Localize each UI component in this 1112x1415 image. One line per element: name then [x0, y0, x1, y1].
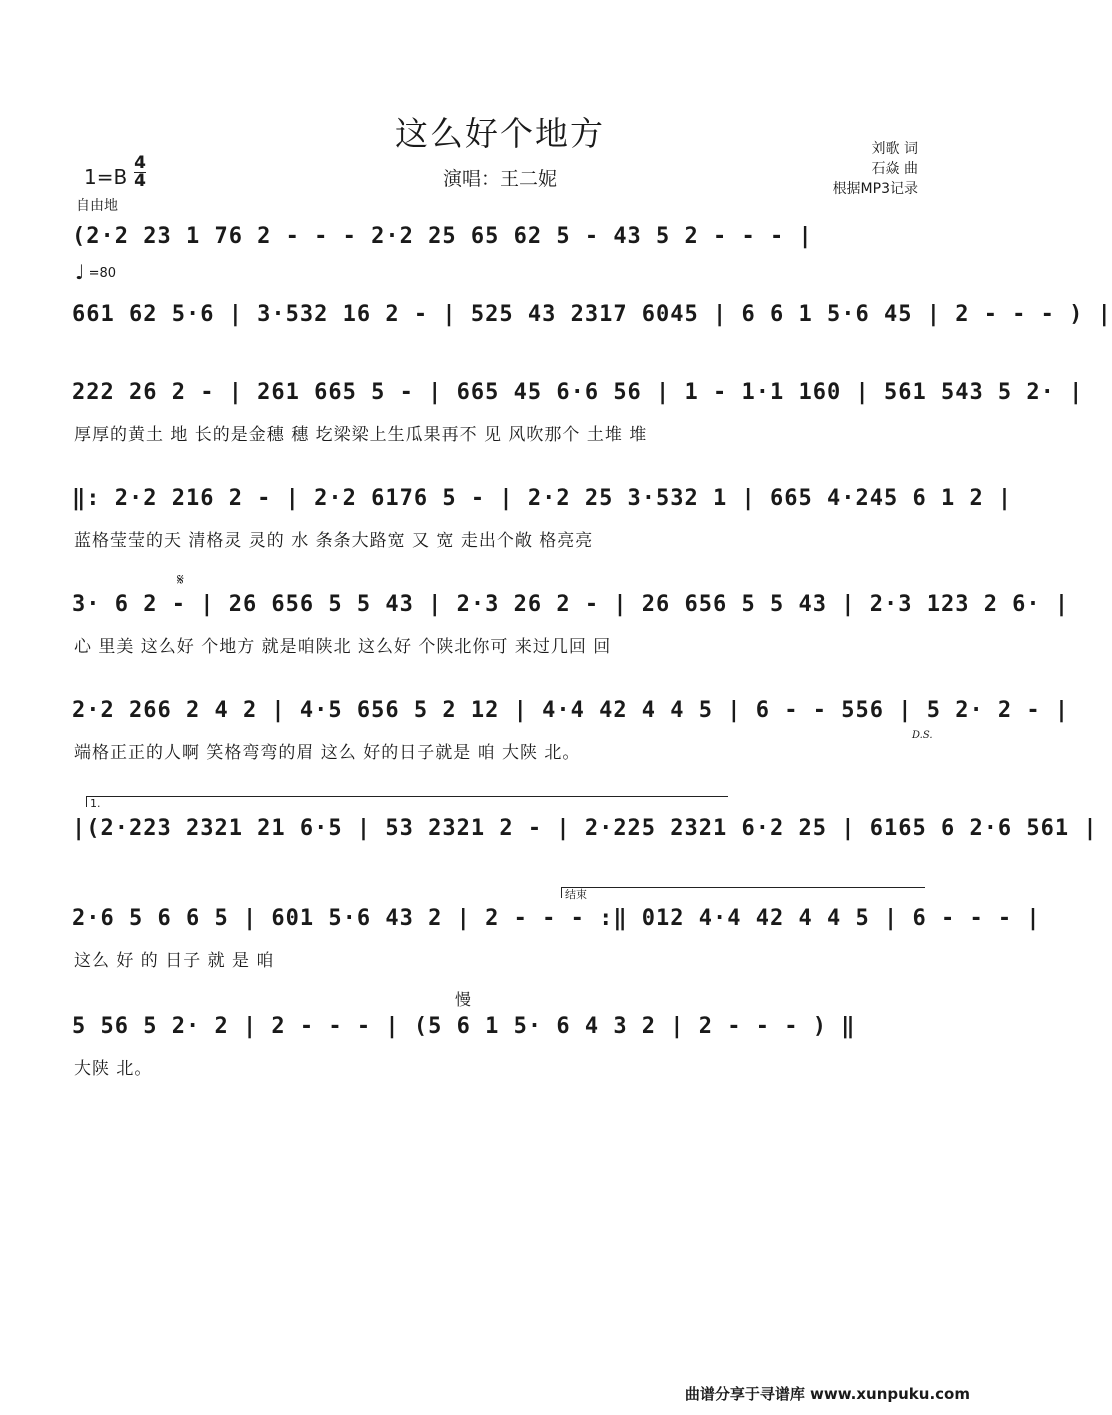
lyric-line-5: 心 里美 这么好 个地方 就是咱陕北 这么好 个陕北你可 来过几回 回 [74, 637, 612, 657]
quarter-note-icon: ♩ [75, 260, 85, 284]
tempo-label: 自由地 [76, 198, 118, 214]
lyric-line-4: 蓝格莹莹的天 清格灵 灵的 水 条条大路宽 又 宽 走出个敞 格亮亮 [74, 531, 594, 551]
staff-line-5: 3· 6 2 - | 26 656 5 5 43 | 2·3 26 2 - | 26 656 5 5 43 | 2·3 123 2 6· | [72, 592, 1070, 617]
time-signature-top: 4 [134, 153, 146, 173]
lyric-line-6: 端格正正的人啊 笑格弯弯的眉 这么 好的日子就是 咱 大陕 北。 [74, 743, 581, 763]
time-signature [134, 155, 146, 190]
first-ending-bracket: 1. [86, 796, 728, 807]
staff-line-4: ‖: 2·2 216 2 - | 2·2 6176 5 - | 2·2 25 3·532 1 | 665 4·245 6 1 2 | [72, 486, 1013, 511]
key-signature: 1=B [84, 165, 128, 189]
staff-line-9: 5 56 5 2· 2 | 2 - - - | (5 6 1 5· 6 4 3 2 | 2 - - - ) ‖ [72, 1014, 856, 1039]
footer-credit: 曲谱分享于寻谱库 www.xunpuku.com [684, 1385, 970, 1403]
staff-line-8: 2·6 5 6 6 5 | 601 5·6 43 2 | 2 - - - :‖ 012 4·4 42 4 4 5 | 6 - - - | [72, 906, 1041, 931]
staff-line-1: (2·2 23 1 76 2 - - - 2·2 25 65 62 5 - 43 5 2 - - - | [72, 224, 813, 249]
song-title: 这么好个地方 [395, 114, 605, 153]
lyric-line-9: 大陕 北。 [74, 1059, 153, 1079]
segno-icon: 𝄋 [177, 570, 184, 589]
staff-line-7: |(2·223 2321 21 6·5 | 53 2321 2 - | 2·225 2321 6·2 25 | 6165 6 2·6 561 | [72, 816, 1098, 841]
lyric-line-3: 厚厚的黄土 地 长的是金穗 穗 圪梁梁上生瓜果再不 见 风吹那个 土堆 堆 [74, 425, 648, 445]
staff-line-3: 222 26 2 - | 261 665 5 - | 665 45 6·6 56 | 1 - 1·1 160 | 561 543 5 2· | [72, 380, 1084, 405]
tempo-marking [75, 260, 116, 284]
bpm-value: =80 [88, 266, 117, 281]
source-credit: 根据MP3记录 [832, 181, 918, 197]
slow-tempo-mark: 慢 [455, 990, 472, 1009]
lyric-line-8: 这么 好 的 日子 就 是 咱 [74, 951, 275, 971]
ending-bracket: 结束 [561, 887, 925, 898]
staff-line-2: 661 62 5·6 | 3·532 16 2 - | 525 43 2317 6045 | 6 6 1 5·6 45 | 2 - - - ) | [72, 302, 1112, 327]
dal-segno-mark: D.S. [912, 730, 933, 741]
time-signature-bottom: 4 [134, 171, 146, 191]
composer-credit: 石焱 曲 [871, 161, 918, 177]
staff-line-6: 2·2 266 2 4 2 | 4·5 656 5 2 12 | 4·4 42 4 4 5 | 6 - - 556 | 5 2· 2 - | [72, 698, 1070, 723]
lyricist-credit: 刘歌 词 [871, 141, 918, 157]
singer-credit: 演唱：王二妮 [442, 168, 557, 190]
